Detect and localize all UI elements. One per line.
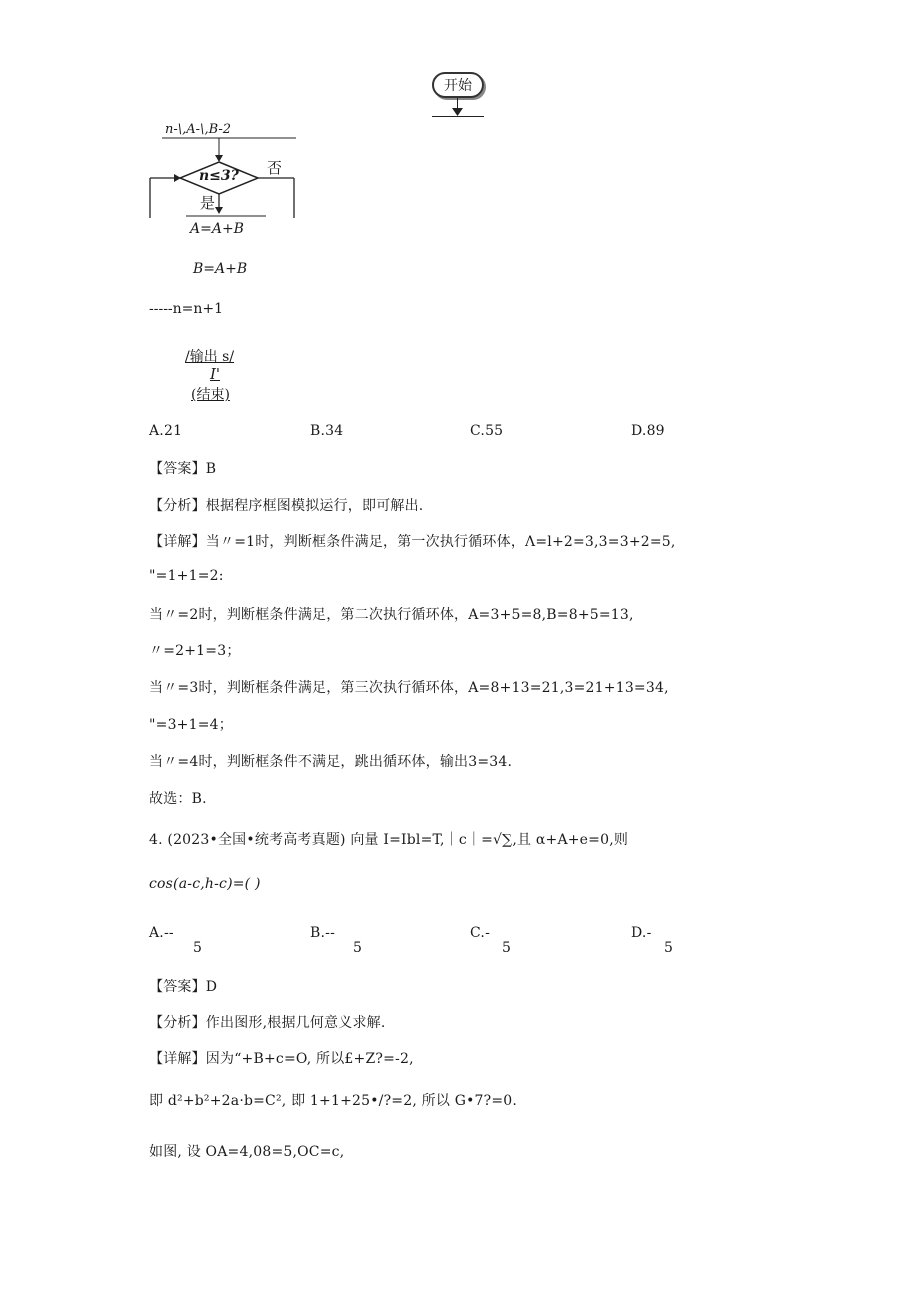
- q3-detail-line: "=1+1=2:: [149, 568, 224, 584]
- q4-option-d: D.-: [631, 925, 652, 941]
- step1-label: A=A+B: [190, 221, 244, 237]
- q3-detail-line: 【详解】当〃=1时，判断框条件满足，第一次执行循环体，Λ=l+2=3,3=3+2=5,: [149, 534, 676, 550]
- connector-line: [432, 116, 484, 117]
- q3-detail-line: 当〃=4时，判断框条件不满足，跳出循环体，输出3=34.: [149, 754, 513, 770]
- q4-option-c-denominator: 5: [502, 940, 512, 956]
- q4-expression: cos(a-c,h-c)=( ): [149, 876, 261, 892]
- q4-option-b: B.--: [310, 925, 335, 941]
- q4-option-b-denominator: 5: [353, 940, 363, 956]
- q3-detail-line: "=3+1=4；: [149, 717, 233, 733]
- q4-detail-line: 【详解】因为“+B+c=O, 所以£+Z?=-2,: [149, 1051, 414, 1067]
- arrow-down-icon: [452, 108, 463, 116]
- q4-stem: 4. (2023•全国•统考高考真题) 向量 I=Ibl=T,｜c｜=√∑,且 α+A+e=0,则: [149, 832, 629, 848]
- end-label: (结束): [191, 387, 230, 403]
- flowchart-start: [432, 72, 484, 98]
- output-label: /输出 s/: [185, 349, 235, 365]
- q4-analysis: 【分析】作出图形,根据几何意义求解.: [149, 1015, 386, 1031]
- q4-option-a: A.--: [149, 925, 174, 941]
- output-sub: I': [210, 365, 221, 383]
- init-label: n-\,A-\,B-2: [165, 122, 232, 137]
- q3-option-c: C.55: [470, 423, 504, 439]
- q4-option-c: C.-: [470, 925, 490, 941]
- q3-detail-line: 当〃=3时，判断框条件满足，第三次执行循环体，A=8+13=21,3=21+13=34,: [149, 680, 669, 696]
- q3-option-a: A.21: [149, 423, 183, 439]
- q4-option-d-denominator: 5: [664, 940, 674, 956]
- q3-option-d: D.89: [631, 423, 665, 439]
- q3-option-b: B.34: [310, 423, 344, 439]
- q4-answer: 【答案】D: [149, 979, 218, 995]
- step2-label: B=A+B: [193, 261, 248, 277]
- q3-answer: 【答案】B: [149, 461, 217, 477]
- q3-detail-line: 故选：B.: [149, 791, 207, 807]
- condition-label: n≤3?: [199, 168, 239, 184]
- step3-label: -----n=n+1: [149, 301, 224, 317]
- q3-detail-line: 当〃=2时，判断框条件满足，第二次执行循环体，A=3+5=8,B=8+5=13,: [149, 607, 634, 623]
- q4-option-a-denominator: 5: [193, 940, 203, 956]
- q3-detail-line: 〃=2+1=3；: [149, 643, 241, 659]
- q4-detail-line: 即 d²+b²+2a·b=C², 即 1+1+25•/?=2, 所以 G•7?=0.: [149, 1093, 518, 1109]
- yes-label: 是: [200, 194, 216, 212]
- q3-analysis: 【分析】根据程序框图模拟运行，即可解出.: [149, 498, 424, 514]
- q4-detail-line: 如图, 设 OA=4,08=5,OC=c,: [149, 1144, 345, 1160]
- no-label: 否: [267, 159, 283, 177]
- start-label: 开始: [444, 78, 472, 94]
